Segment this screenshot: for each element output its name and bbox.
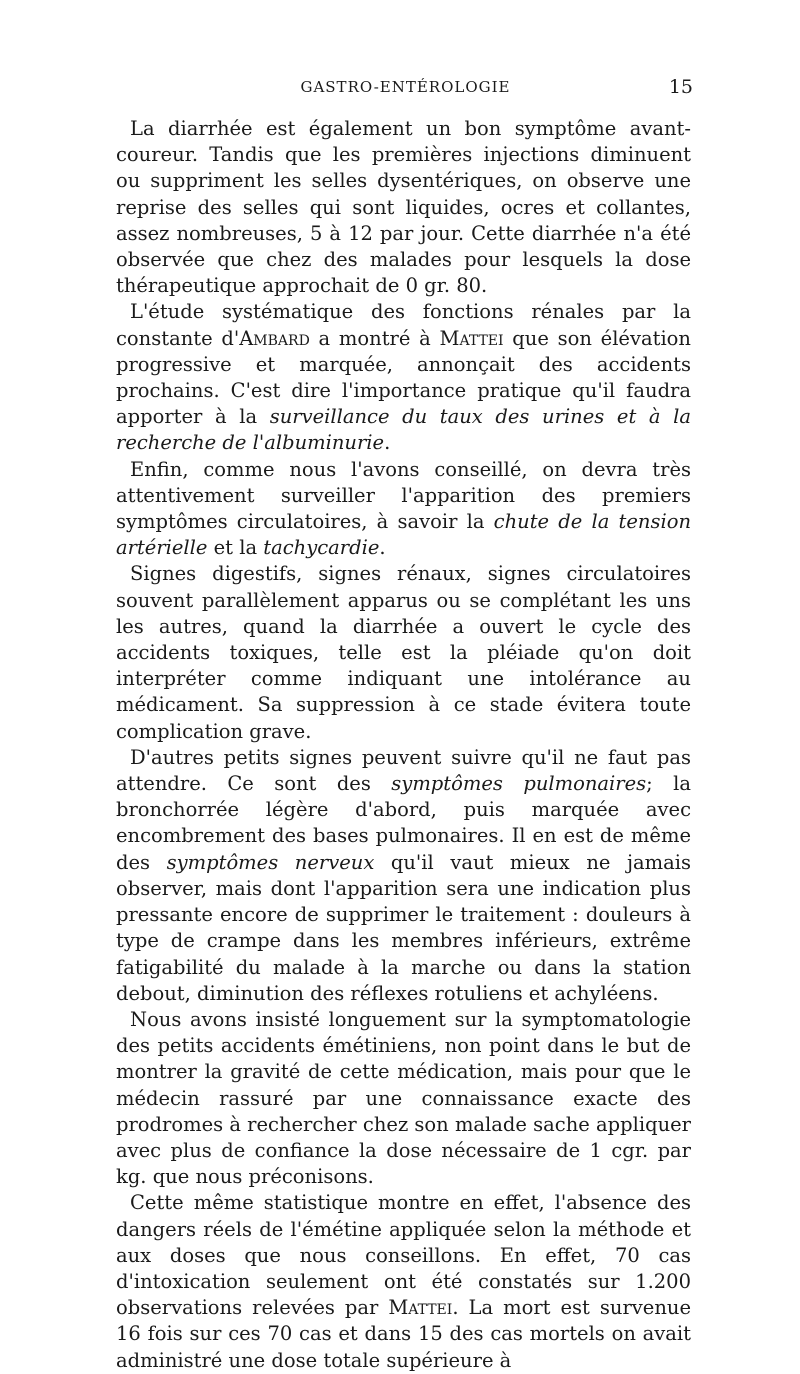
paragraph-diarrhee — [116, 116, 691, 299]
paragraph-symptomatologie — [116, 1007, 691, 1190]
running-title: GASTRO-ENTÉROLOGIE — [300, 78, 511, 96]
paragraph-text: . La mort est survenue 16 fois sur ces 70 cas et dans 15 des cas mortels on avait administré une dose totale supérieure à — [116, 1296, 691, 1372]
paragraph-fonctions-renales — [116, 299, 691, 456]
paragraph-text: Enfin, comme nous l'avons conseillé, on devra très attentivement surveiller l'apparition des premiers symptômes circulatoires, à savoir la — [116, 457, 691, 534]
paragraph-statistique — [116, 1190, 691, 1373]
paragraph-text: La diarrhée est également un bon symptôme avant-coureur. Tandis que les premières injections diminuent ou suppriment les selles dysentériques, on observe une reprise des selles qui sont liquides, ocres et collantes, assez nombreuses, 5 à 12 par jour. Cette diarrhée n'a été observée que chez des malades pour lesquels la dose thérapeutique approchait de 0 gr. 80. — [116, 117, 691, 298]
page-number: 15 — [668, 76, 693, 98]
paragraph-text: Nous avons insisté longuement sur la symptomatologie des petits accidents émétiniens, non point dans le but de montrer la gravité de cette médication, mais pour que le médecin rassuré par une connaissance exacte des prodromes à rechercher chez son malade sache appliquer avec plus de confiance la dose nécessaire de 1 cgr. par kg. que nous préconisons. — [116, 1007, 691, 1189]
author-name-ambard: Ambard — [239, 326, 310, 350]
paragraph-petits-signes — [116, 745, 691, 1007]
paragraph-text: . — [384, 431, 391, 455]
paragraph-symptomes-circulatoires — [116, 457, 691, 562]
emphasis-text: chute de la tension artérielle — [116, 510, 691, 560]
body-text — [116, 116, 691, 1374]
paragraph-text: et la — [207, 536, 264, 560]
emphasis-text: symptômes pulmonaires — [391, 772, 647, 796]
emphasis-text: tachycardie — [263, 536, 380, 560]
paragraph-text: Signes digestifs, signes rénaux, signes circulatoires souvent parallèlement apparus ou se complétant les uns les autres, quand la diarrhée a ouvert le cycle des accidents toxiques, telle est la pléiade qu'on doit interpréter comme indiquant une intolérance au médicament. Sa suppression à ce stade évitera toute complication grave. — [116, 562, 691, 743]
paragraph-text: D'autres petits signes peuvent suivre qu'il ne faut pas attendre. Ce sont des — [116, 745, 691, 796]
paragraph-text: qu'il vaut mieux ne jamais observer, mais dont l'apparition sera une indication plus pressante encore de supprimer le traitement : douleurs à type de crampe dans les membres inférieurs, extrême fatigabilité du malade à la marche ou dans la station debout, diminution des réflexes rotuliens et achyléens. — [116, 850, 692, 1005]
paragraph-text: que son élévation progressive et marquée, annonçait des accidents prochains. C'est dire l'importance pratique qu'il faudra apporter à la — [116, 326, 691, 429]
emphasis-text: symptômes nerveux — [166, 850, 375, 874]
paragraph-text: a montré à — [309, 326, 440, 350]
paragraph-signes — [116, 561, 691, 744]
paragraph-text: L'étude systématique des fonctions rénales par la constante d' — [116, 300, 691, 350]
paragraph-text: Cette même statistique montre en effet, l'absence des dangers réels de l'émétine appliquée selon la méthode et aux doses que nous conseillons. En effet, 70 cas d'intoxication seulement ont été constatés sur 1.200 observations relevées par — [116, 1191, 691, 1320]
emphasis-text: surveillance du taux des urines et à la recherche de l'albuminurie — [116, 405, 691, 455]
running-head — [118, 78, 693, 102]
author-name-mattei: Mattei — [439, 326, 504, 350]
paragraph-text: . — [379, 536, 386, 560]
paragraph-text: ; la bronchorrée légère d'abord, puis marquée avec encombrement des bases pulmonaires. Il en est de même des — [116, 772, 692, 874]
author-name-mattei: Mattei — [388, 1296, 453, 1320]
